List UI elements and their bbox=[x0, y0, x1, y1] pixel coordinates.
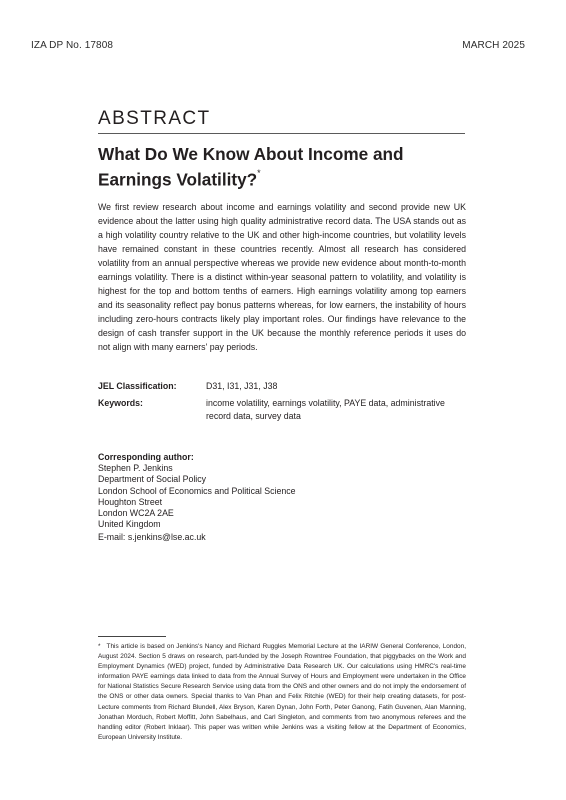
paper-title bbox=[98, 143, 478, 191]
author-department: Department of Social Policy bbox=[98, 474, 207, 485]
keywords-value: income volatility, earnings volatility, PAYE data, administrative record data, survey data bbox=[206, 398, 445, 421]
series-number: IZA DP No. 17808 bbox=[31, 40, 114, 51]
title-footnote-mark[interactable]: * bbox=[257, 168, 261, 178]
keywords-label: Keywords: bbox=[98, 398, 143, 408]
footnote bbox=[98, 642, 466, 743]
corresponding-author-label: Corresponding author: bbox=[98, 452, 194, 462]
author-city: London WC2A 2AE bbox=[98, 508, 174, 519]
jel-value: D31, I31, J31, J38 bbox=[206, 381, 278, 391]
publication-date: MARCH 2025 bbox=[462, 40, 525, 51]
author-street: Houghton Street bbox=[98, 496, 163, 507]
abstract-text: We first review research about income and earnings volatility and second provide new UK evidence about the latter using high quality administrative record data. The USA stands out as a high volatility country relative to the UK and other high-income countries, but volatility levels have remained constant in these countries recently. Almost all research has considered volatility from an annual perspective whereas we provide new evidence about month-to-month earnings volatility. There is a distinct within-year seasonal pattern to volatility, and volatility is highest for the top and bottom tenths of earners. High earnings volatility among top earners and its seasonality reflect pay bonus patterns whereas, for low earners, the instability of hours including zero-hours contracts likely play important roles. Our findings have relevance to the design of cash transfer support in the UK because the monthly reference periods it uses do not align with many earners' pay periods. bbox=[98, 202, 466, 353]
footnote-text: This article is based on Jenkins's Nancy and Richard Ruggles Memorial Lecture at the IARIW General Conference, London, August 2024. Section 5 draws on research, part-funded by the Joseph Rowntree Foundation, that piggybacks on the Work and Employment Dynamics (WED) project, funded by Administrative Data Research UK. Our calculations using HMRC's real-time information PAYE earnings data linked to data from the Annual Survey of Hours and Employment were undertaken in the Office for National Statistics Secure Research Service using data from the ONS and other owners and do not imply the endorsement of the ONS or other data owners. Special thanks to Van Phan and Felix Ritchie (WED) for their help creating datasets, for post-Lecture comments from Richard Blundell, Alex Bryson, Karen Dynan, John Forth, Peter Ganong, Fatih Guvenen, Alan Manning, Jonathan Morduch, Robert Moffitt, John Sabelhaus, and Carl Singleton, and comments from two anonymous referees and the handling editor (Robert Inklaar). This paper was written while Jenkins was a visiting fellow at the Department of Economics, European University Institute. bbox=[98, 643, 466, 741]
footnote-rule bbox=[98, 636, 166, 637]
footnote-mark: * bbox=[98, 643, 101, 650]
author-email[interactable]: E-mail: s.jenkins@lse.ac.uk bbox=[98, 532, 206, 543]
paper-title-text: What Do We Know About Income and Earnings Volatility? bbox=[98, 144, 404, 190]
jel-label: JEL Classification: bbox=[98, 381, 177, 391]
author-name: Stephen P. Jenkins bbox=[98, 463, 173, 474]
author-country: United Kingdom bbox=[98, 519, 161, 530]
section-heading: ABSTRACT bbox=[98, 108, 211, 129]
corresponding-author bbox=[98, 452, 418, 544]
heading-rule bbox=[98, 133, 465, 134]
author-institution: London School of Economics and Political Science bbox=[98, 485, 296, 496]
